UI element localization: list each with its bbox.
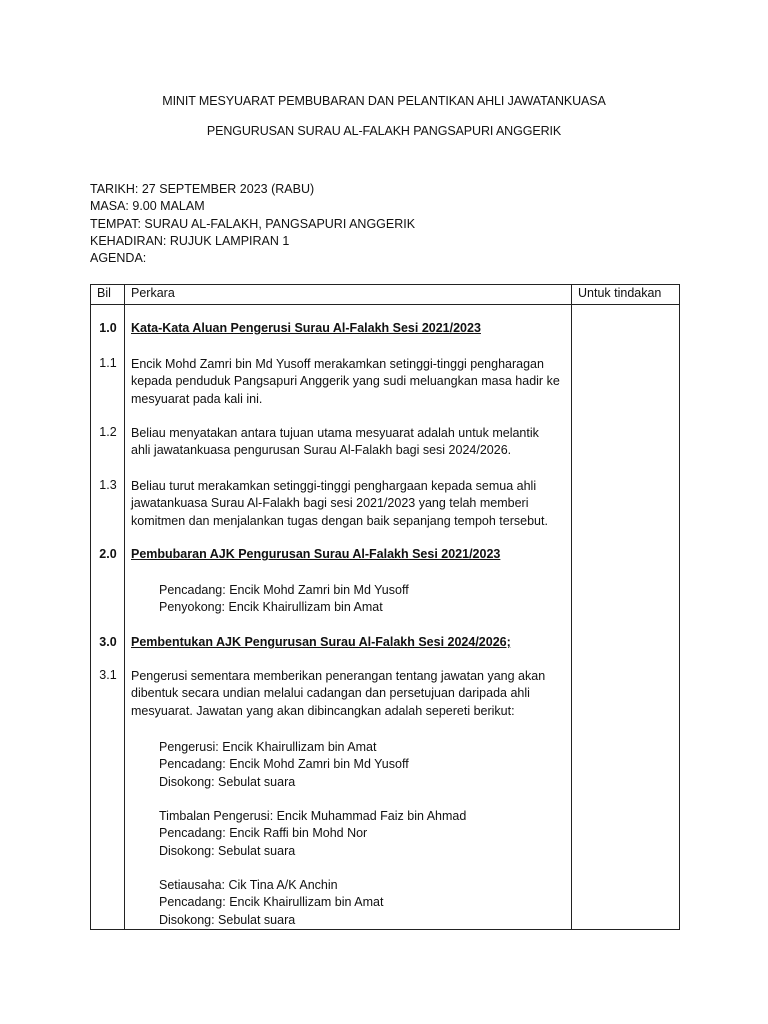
text-line: Pengerusi sementara memberikan penerangan tentang jawatan yang akan xyxy=(131,669,546,683)
text-line: dibentuk secara undian melalui cadangan dan persetujuan daripada ahli xyxy=(131,686,530,701)
paragraph-1-3 xyxy=(131,478,567,530)
title-line-2: PENGURUSAN SURAU AL-FALAKH PANGSAPURI ANGGERIK xyxy=(206,124,562,138)
position-timbalan-pengerusi xyxy=(131,808,567,860)
item-number: 1.2 xyxy=(99,425,117,439)
title-line-1: MINIT MESYUARAT PEMBUBARAN DAN PELANTIKAN AHLI JAWATANKUASA xyxy=(162,94,606,108)
item-number: 3.0 xyxy=(99,635,117,649)
header-bil: Bil xyxy=(91,285,125,305)
meeting-time: MASA: 9.00 MALAM xyxy=(90,199,205,214)
text-line: mesyuarat. Jawatan yang akan dibincangkan adalah sepereti berikut: xyxy=(131,703,515,718)
position-pengerusi xyxy=(131,739,567,791)
text-line: kepada penduduk Pangsapuri Anggerik yang sudi meluangkan masa hadir ke xyxy=(131,374,560,389)
dissolution-proposers xyxy=(131,582,567,617)
text-line: Disokong: Sebulat suara xyxy=(159,912,296,927)
item-number: 1.3 xyxy=(99,478,117,492)
agenda-label: AGENDA: xyxy=(90,251,147,266)
text-line: Beliau turut merakamkan setinggi-tinggi penghargaan kepada semua ahli xyxy=(131,479,537,493)
item-number: 1.0 xyxy=(99,321,117,335)
paragraph-1-1 xyxy=(131,356,567,408)
text-line: Beliau menyatakan antara tujuan utama mesyuarat adalah untuk melantik xyxy=(131,426,539,440)
item-number: 2.0 xyxy=(99,547,117,561)
item-number: 3.1 xyxy=(99,668,117,682)
text-line: jawatankuasa Surau Al-Falakh bagi sesi 2021/2023 yang telah memberi xyxy=(131,496,529,511)
text-line: mesyuarat pada kali ini. xyxy=(131,391,263,406)
item-number: 1.1 xyxy=(99,356,117,370)
agenda-table xyxy=(90,284,680,930)
section-heading: Pembubaran AJK Pengurusan Surau Al-Falakh Sesi 2021/2023 xyxy=(131,547,501,561)
text-line: Disokong: Sebulat suara xyxy=(159,843,296,858)
text-line: Pencadang: Encik Mohd Zamri bin Md Yusoff xyxy=(159,757,409,772)
section-heading: Kata-Kata Aluan Pengerusi Surau Al-Falakh Sesi 2021/2023 xyxy=(131,321,481,335)
perkara-column xyxy=(125,305,572,930)
meeting-attendance: KEHADIRAN: RUJUK LAMPIRAN 1 xyxy=(90,233,290,248)
text-line: komitmen dan menjalankan tugas dengan baik sepanjang tempoh tersebut. xyxy=(131,513,548,528)
text-line: Pencadang: Encik Raffi bin Mohd Nor xyxy=(159,826,368,841)
position-setiausaha xyxy=(131,877,567,929)
text-line: Setiausaha: Cik Tina A/K Anchin xyxy=(159,878,338,892)
text-line: Pencadang: Encik Mohd Zamri bin Md Yusoff xyxy=(159,583,409,597)
meeting-date: TARIKH: 27 SEPTEMBER 2023 (RABU) xyxy=(90,182,315,196)
paragraph-3-1 xyxy=(131,668,567,720)
text-line: ahli jawatankuasa pengurusan Surau Al-Falakh bagi sesi 2024/2026. xyxy=(131,443,512,458)
header-perkara: Perkara xyxy=(125,285,572,305)
untuk-tindakan-column xyxy=(572,305,680,930)
text-line: Pengerusi: Encik Khairullizam bin Amat xyxy=(159,740,377,754)
section-heading: Pembentukan AJK Pengurusan Surau Al-Falakh Sesi 2024/2026; xyxy=(131,635,511,649)
text-line: Disokong: Sebulat suara xyxy=(159,774,296,789)
meeting-venue: TEMPAT: SURAU AL-FALAKH, PANGSAPURI ANGGERIK xyxy=(90,216,416,231)
table-body-row xyxy=(91,305,680,930)
text-line: Encik Mohd Zamri bin Md Yusoff merakamkan setinggi-tinggi pengharagan xyxy=(131,357,544,371)
meeting-details xyxy=(90,181,415,267)
text-line: Timbalan Pengerusi: Encik Muhammad Faiz bin Ahmad xyxy=(159,809,467,823)
paragraph-1-2 xyxy=(131,425,567,460)
table-header-row xyxy=(91,285,680,305)
text-line: Pencadang: Encik Khairullizam bin Amat xyxy=(159,895,384,910)
header-untuk-tindakan: Untuk tindakan xyxy=(572,285,680,305)
text-line: Penyokong: Encik Khairullizam bin Amat xyxy=(159,600,383,615)
bil-column xyxy=(91,305,125,930)
